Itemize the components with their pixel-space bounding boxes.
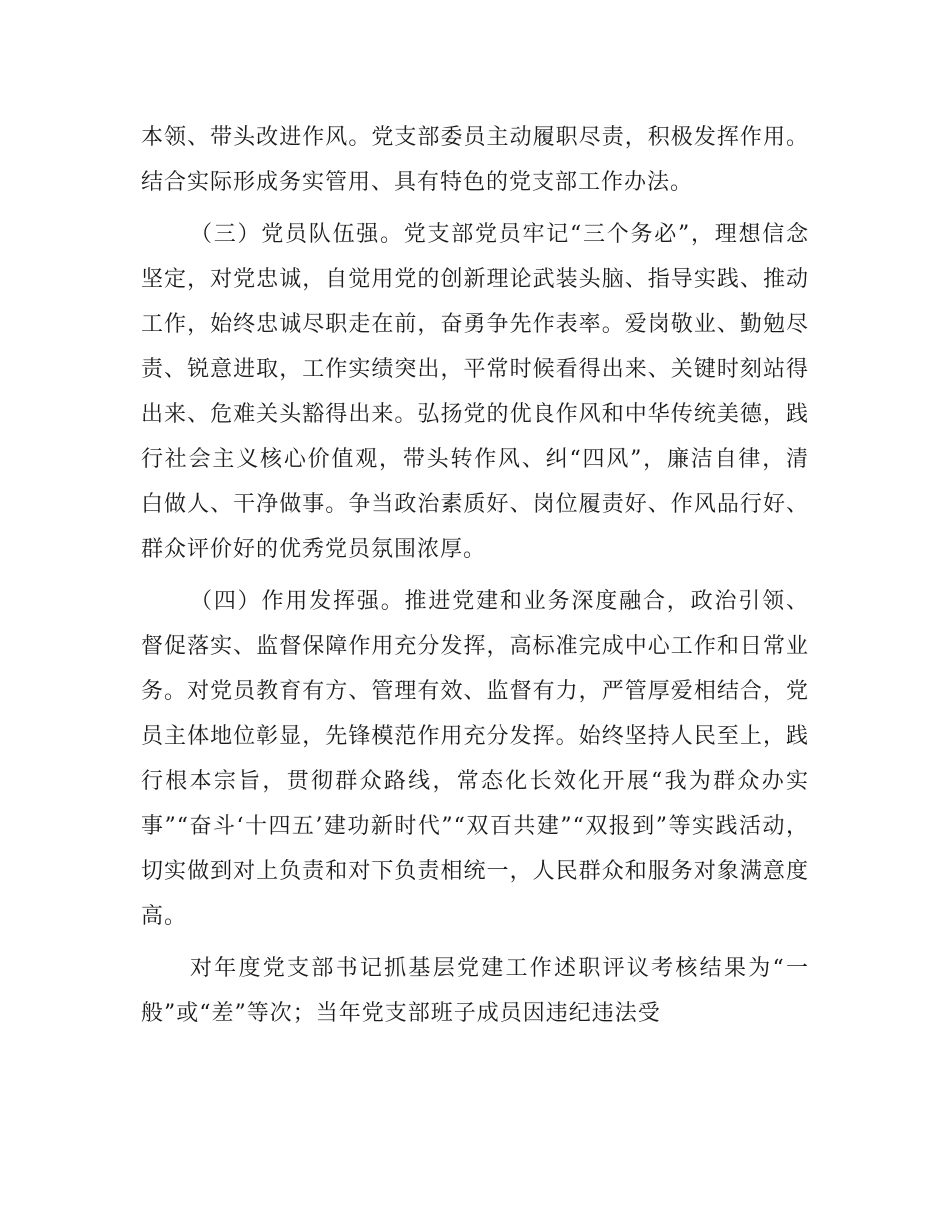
paragraph-4: 对年度党支部书记抓基层党建工作述职评议考核结果为“一般”或“差”等次；当年党支部班子成员因违纪违法受 [141, 956, 809, 1026]
paragraph-1: 本领、带头改进作风。党支部委员主动履职尽责，积极发挥作用。结合实际形成务实管用、具有特色的党支部工作办法。 [141, 125, 809, 195]
document-body [141, 115, 809, 1043]
paragraph-3: （四）作用发挥强。推进党建和业务深度融合，政治引领、督促落实、监督保障作用充分发挥，高标准完成中心工作和日常业务。对党员教育有方、管理有效、监督有力，严管厚爱相结合，党员主体地位彰显，先锋模范作用充分发挥。始终坚持人民至上，践行根本宗旨，贯彻群众路线，常态化长效化开展“我为群众办实事”“奋斗‘十四五’建功新时代”“双百共建”“双报到”等实践活动，切实做到对上负责和对下负责相统一，人民群众和服务对象满意度高。 [141, 589, 809, 929]
paragraph-2: （三）党员队伍强。党支部党员牢记“三个务必”，理想信念坚定，对党忠诚，自觉用党的创新理论武装头脑、指导实践、推动工作，始终忠诚尽职走在前，奋勇争先作表率。爱岗敬业、勤勉尽责、锐意进取，工作实绩突出，平常时候看得出来、关键时刻站得出来、危难关头豁得出来。弘扬党的优良作风和中华传统美德，践行社会主义核心价值观，带头转作风、纠“四风”，廉洁自律，清白做人、干净做事。争当政治素质好、岗位履责好、作风品行好、群众评价好的优秀党员氛围浓厚。 [141, 222, 809, 562]
